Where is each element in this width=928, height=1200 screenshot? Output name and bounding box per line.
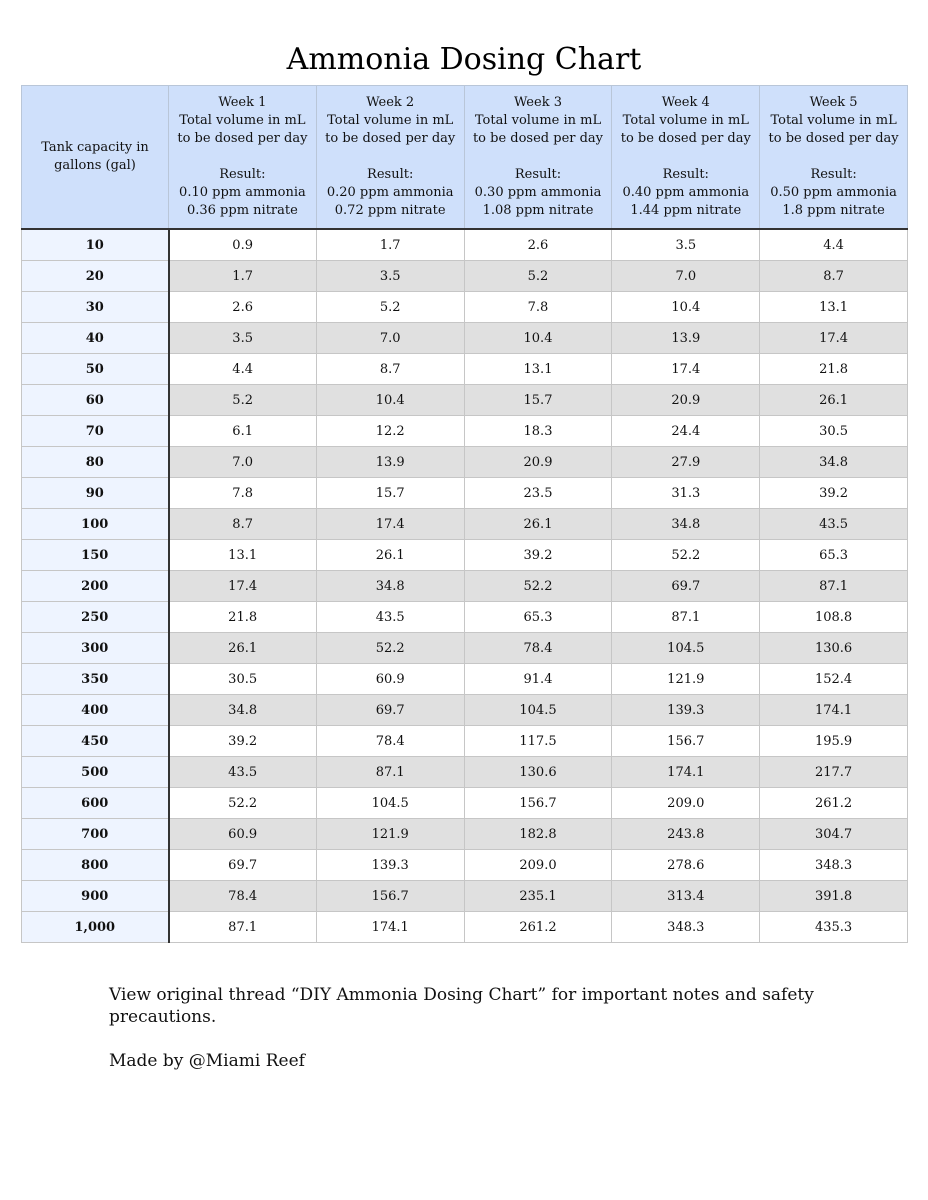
dose-cell-week-2: 69.7 xyxy=(316,695,464,726)
capacity-cell: 500 xyxy=(22,757,169,788)
table-row xyxy=(22,757,908,788)
result-label: Result: xyxy=(810,167,857,182)
table-row xyxy=(22,695,908,726)
dose-cell-week-3: 15.7 xyxy=(464,385,612,416)
capacity-cell: 400 xyxy=(22,695,169,726)
capacity-cell: 60 xyxy=(22,385,169,416)
dose-cell-week-1: 21.8 xyxy=(169,602,317,633)
dose-cell-week-3: 117.5 xyxy=(464,726,612,757)
dose-cell-week-3: 2.6 xyxy=(464,229,612,261)
dose-cell-week-2: 10.4 xyxy=(316,385,464,416)
dose-cell-week-3: 39.2 xyxy=(464,540,612,571)
dose-cell-week-1: 26.1 xyxy=(169,633,317,664)
capacity-cell: 100 xyxy=(22,509,169,540)
dose-cell-week-1: 8.7 xyxy=(169,509,317,540)
dose-cell-week-4: 27.9 xyxy=(612,447,760,478)
week-label: Week 5 xyxy=(809,95,858,110)
dose-cell-week-1: 2.6 xyxy=(169,292,317,323)
dose-cell-week-4: 156.7 xyxy=(612,726,760,757)
week-desc-line1: Total volume in mL xyxy=(327,113,454,128)
dose-cell-week-2: 121.9 xyxy=(316,819,464,850)
dose-cell-week-2: 12.2 xyxy=(316,416,464,447)
capacity-cell: 200 xyxy=(22,571,169,602)
table-row xyxy=(22,509,908,540)
table-row xyxy=(22,664,908,695)
table-row xyxy=(22,292,908,323)
dose-cell-week-1: 5.2 xyxy=(169,385,317,416)
capacity-cell: 300 xyxy=(22,633,169,664)
dose-cell-week-3: 104.5 xyxy=(464,695,612,726)
dose-cell-week-2: 78.4 xyxy=(316,726,464,757)
ammonia-result: 0.10 ppm ammonia xyxy=(179,185,306,200)
dose-cell-week-2: 34.8 xyxy=(316,571,464,602)
dose-cell-week-4: 10.4 xyxy=(612,292,760,323)
table-row xyxy=(22,385,908,416)
dose-cell-week-5: 217.7 xyxy=(760,757,908,788)
dose-cell-week-4: 139.3 xyxy=(612,695,760,726)
dose-cell-week-5: 304.7 xyxy=(760,819,908,850)
dose-cell-week-2: 13.9 xyxy=(316,447,464,478)
dose-cell-week-3: 130.6 xyxy=(464,757,612,788)
dose-cell-week-1: 17.4 xyxy=(169,571,317,602)
dose-cell-week-3: 23.5 xyxy=(464,478,612,509)
week-desc-line2: to be dosed per day xyxy=(177,131,308,146)
table-row xyxy=(22,540,908,571)
dose-cell-week-4: 174.1 xyxy=(612,757,760,788)
table-row xyxy=(22,478,908,509)
week-desc-line1: Total volume in mL xyxy=(770,113,897,128)
dose-cell-week-4: 7.0 xyxy=(612,261,760,292)
dose-cell-week-5: 195.9 xyxy=(760,726,908,757)
dose-cell-week-5: 8.7 xyxy=(760,261,908,292)
capacity-cell: 150 xyxy=(22,540,169,571)
dose-cell-week-2: 1.7 xyxy=(316,229,464,261)
dose-cell-week-2: 43.5 xyxy=(316,602,464,633)
capacity-cell: 30 xyxy=(22,292,169,323)
capacity-cell: 50 xyxy=(22,354,169,385)
dose-cell-week-3: 26.1 xyxy=(464,509,612,540)
ammonia-result: 0.20 ppm ammonia xyxy=(326,185,454,200)
footer-notes xyxy=(109,984,829,1094)
dose-cell-week-1: 60.9 xyxy=(169,819,317,850)
dose-cell-week-1: 7.0 xyxy=(169,447,317,478)
dose-cell-week-3: 91.4 xyxy=(464,664,612,695)
capacity-cell: 20 xyxy=(22,261,169,292)
dose-cell-week-4: 3.5 xyxy=(612,229,760,261)
ammonia-result: 0.30 ppm ammonia xyxy=(474,185,602,200)
dose-cell-week-2: 15.7 xyxy=(316,478,464,509)
capacity-cell: 700 xyxy=(22,819,169,850)
week-5-header xyxy=(760,86,908,230)
table-row xyxy=(22,633,908,664)
nitrate-result: 0.72 ppm nitrate xyxy=(334,203,446,218)
dose-cell-week-1: 34.8 xyxy=(169,695,317,726)
capacity-cell: 90 xyxy=(22,478,169,509)
dose-cell-week-1: 3.5 xyxy=(169,323,317,354)
dose-cell-week-5: 43.5 xyxy=(760,509,908,540)
dose-cell-week-5: 348.3 xyxy=(760,850,908,881)
dose-cell-week-1: 6.1 xyxy=(169,416,317,447)
week-desc-line2: to be dosed per day xyxy=(325,131,456,146)
dose-cell-week-4: 13.9 xyxy=(612,323,760,354)
dose-cell-week-3: 182.8 xyxy=(464,819,612,850)
week-desc-line1: Total volume in mL xyxy=(622,113,749,128)
ammonia-result: 0.50 ppm ammonia xyxy=(770,185,897,200)
dose-cell-week-2: 5.2 xyxy=(316,292,464,323)
nitrate-result: 1.08 ppm nitrate xyxy=(482,203,594,218)
dose-cell-week-1: 30.5 xyxy=(169,664,317,695)
dose-cell-week-4: 52.2 xyxy=(612,540,760,571)
capacity-cell: 600 xyxy=(22,788,169,819)
dose-cell-week-4: 24.4 xyxy=(612,416,760,447)
dose-cell-week-4: 121.9 xyxy=(612,664,760,695)
capacity-cell: 350 xyxy=(22,664,169,695)
table-row xyxy=(22,571,908,602)
table-row xyxy=(22,819,908,850)
table-row xyxy=(22,323,908,354)
week-label: Week 3 xyxy=(514,95,562,110)
dose-cell-week-5: 87.1 xyxy=(760,571,908,602)
dose-cell-week-2: 174.1 xyxy=(316,912,464,943)
dose-cell-week-4: 348.3 xyxy=(612,912,760,943)
dose-cell-week-1: 13.1 xyxy=(169,540,317,571)
dose-cell-week-5: 108.8 xyxy=(760,602,908,633)
dose-cell-week-3: 20.9 xyxy=(464,447,612,478)
table-row xyxy=(22,416,908,447)
week-4-header xyxy=(612,86,760,230)
week-desc-line1: Total volume in mL xyxy=(179,113,306,128)
nitrate-result: 1.8 ppm nitrate xyxy=(782,203,885,218)
dose-cell-week-3: 65.3 xyxy=(464,602,612,633)
header-row xyxy=(22,86,908,230)
capacity-cell: 450 xyxy=(22,726,169,757)
dose-cell-week-2: 17.4 xyxy=(316,509,464,540)
capacity-cell: 800 xyxy=(22,850,169,881)
capacity-cell: 70 xyxy=(22,416,169,447)
ammonia-result: 0.40 ppm ammonia xyxy=(622,185,750,200)
week-2-header xyxy=(316,86,464,230)
credit-text: Made by @Miami Reef xyxy=(109,1051,305,1071)
table-row xyxy=(22,447,908,478)
capacity-header: Tank capacity in gallons (gal) xyxy=(22,86,169,230)
dose-cell-week-5: 34.8 xyxy=(760,447,908,478)
dose-cell-week-5: 152.4 xyxy=(760,664,908,695)
dose-cell-week-2: 8.7 xyxy=(316,354,464,385)
page-title: Ammonia Dosing Chart xyxy=(286,42,642,77)
dose-cell-week-1: 4.4 xyxy=(169,354,317,385)
dose-cell-week-4: 243.8 xyxy=(612,819,760,850)
week-3-header xyxy=(464,86,612,230)
result-label: Result: xyxy=(514,167,562,182)
dose-cell-week-5: 39.2 xyxy=(760,478,908,509)
dose-cell-week-3: 78.4 xyxy=(464,633,612,664)
dosing-table xyxy=(21,85,908,943)
dose-cell-week-1: 69.7 xyxy=(169,850,317,881)
dose-cell-week-1: 39.2 xyxy=(169,726,317,757)
dose-cell-week-4: 17.4 xyxy=(612,354,760,385)
dose-cell-week-5: 174.1 xyxy=(760,695,908,726)
dose-cell-week-5: 30.5 xyxy=(760,416,908,447)
dose-cell-week-5: 21.8 xyxy=(760,354,908,385)
dose-cell-week-1: 1.7 xyxy=(169,261,317,292)
dose-cell-week-5: 261.2 xyxy=(760,788,908,819)
thread-note: View original thread “DIY Ammonia Dosing Chart” for important notes and safety precautions. xyxy=(109,985,814,1027)
dose-cell-week-4: 69.7 xyxy=(612,571,760,602)
dose-cell-week-3: 13.1 xyxy=(464,354,612,385)
week-desc-line2: to be dosed per day xyxy=(472,131,604,146)
table-row xyxy=(22,261,908,292)
week-label: Week 2 xyxy=(366,95,415,110)
dose-cell-week-3: 18.3 xyxy=(464,416,612,447)
result-label: Result: xyxy=(367,167,414,182)
table-row xyxy=(22,788,908,819)
dose-cell-week-3: 10.4 xyxy=(464,323,612,354)
week-label: Week 4 xyxy=(661,95,710,110)
dose-cell-week-1: 52.2 xyxy=(169,788,317,819)
week-desc-line1: Total volume in mL xyxy=(474,113,602,128)
dose-cell-week-2: 156.7 xyxy=(316,881,464,912)
dose-cell-week-2: 104.5 xyxy=(316,788,464,819)
table-row xyxy=(22,354,908,385)
dose-cell-week-4: 278.6 xyxy=(612,850,760,881)
dose-cell-week-4: 104.5 xyxy=(612,633,760,664)
table-row xyxy=(22,726,908,757)
dose-cell-week-1: 43.5 xyxy=(169,757,317,788)
dose-cell-week-4: 31.3 xyxy=(612,478,760,509)
table-row xyxy=(22,602,908,633)
dose-cell-week-5: 391.8 xyxy=(760,881,908,912)
dose-cell-week-2: 139.3 xyxy=(316,850,464,881)
dose-cell-week-4: 313.4 xyxy=(612,881,760,912)
dose-cell-week-5: 26.1 xyxy=(760,385,908,416)
capacity-cell: 900 xyxy=(22,881,169,912)
dose-cell-week-2: 3.5 xyxy=(316,261,464,292)
table-row xyxy=(22,881,908,912)
capacity-cell: 40 xyxy=(22,323,169,354)
table-row xyxy=(22,912,908,943)
dose-cell-week-5: 17.4 xyxy=(760,323,908,354)
nitrate-result: 0.36 ppm nitrate xyxy=(186,203,298,218)
dose-cell-week-3: 5.2 xyxy=(464,261,612,292)
dose-cell-week-5: 130.6 xyxy=(760,633,908,664)
week-1-header xyxy=(169,86,317,230)
table-body xyxy=(22,229,908,943)
table-row xyxy=(22,229,908,261)
dose-cell-week-1: 0.9 xyxy=(169,229,317,261)
dose-cell-week-2: 7.0 xyxy=(316,323,464,354)
dose-cell-week-5: 4.4 xyxy=(760,229,908,261)
dose-cell-week-3: 52.2 xyxy=(464,571,612,602)
dose-cell-week-2: 87.1 xyxy=(316,757,464,788)
result-label: Result: xyxy=(662,167,709,182)
dose-cell-week-2: 52.2 xyxy=(316,633,464,664)
dose-cell-week-4: 209.0 xyxy=(612,788,760,819)
dose-cell-week-3: 156.7 xyxy=(464,788,612,819)
dose-cell-week-3: 7.8 xyxy=(464,292,612,323)
week-desc-line2: to be dosed per day xyxy=(768,131,899,146)
dose-cell-week-4: 34.8 xyxy=(612,509,760,540)
week-desc-line2: to be dosed per day xyxy=(620,131,751,146)
dose-cell-week-5: 65.3 xyxy=(760,540,908,571)
result-label: Result: xyxy=(219,167,266,182)
dose-cell-week-1: 78.4 xyxy=(169,881,317,912)
table-row xyxy=(22,850,908,881)
dose-cell-week-5: 13.1 xyxy=(760,292,908,323)
capacity-cell: 80 xyxy=(22,447,169,478)
capacity-cell: 10 xyxy=(22,229,169,261)
capacity-cell: 250 xyxy=(22,602,169,633)
capacity-cell: 1,000 xyxy=(22,912,169,943)
dose-cell-week-3: 209.0 xyxy=(464,850,612,881)
week-label: Week 1 xyxy=(218,95,267,110)
dose-cell-week-2: 26.1 xyxy=(316,540,464,571)
dose-cell-week-5: 435.3 xyxy=(760,912,908,943)
dose-cell-week-1: 7.8 xyxy=(169,478,317,509)
dose-cell-week-1: 87.1 xyxy=(169,912,317,943)
nitrate-result: 1.44 ppm nitrate xyxy=(630,203,742,218)
dose-cell-week-4: 87.1 xyxy=(612,602,760,633)
dose-cell-week-3: 261.2 xyxy=(464,912,612,943)
dose-cell-week-4: 20.9 xyxy=(612,385,760,416)
dose-cell-week-3: 235.1 xyxy=(464,881,612,912)
dose-cell-week-2: 60.9 xyxy=(316,664,464,695)
